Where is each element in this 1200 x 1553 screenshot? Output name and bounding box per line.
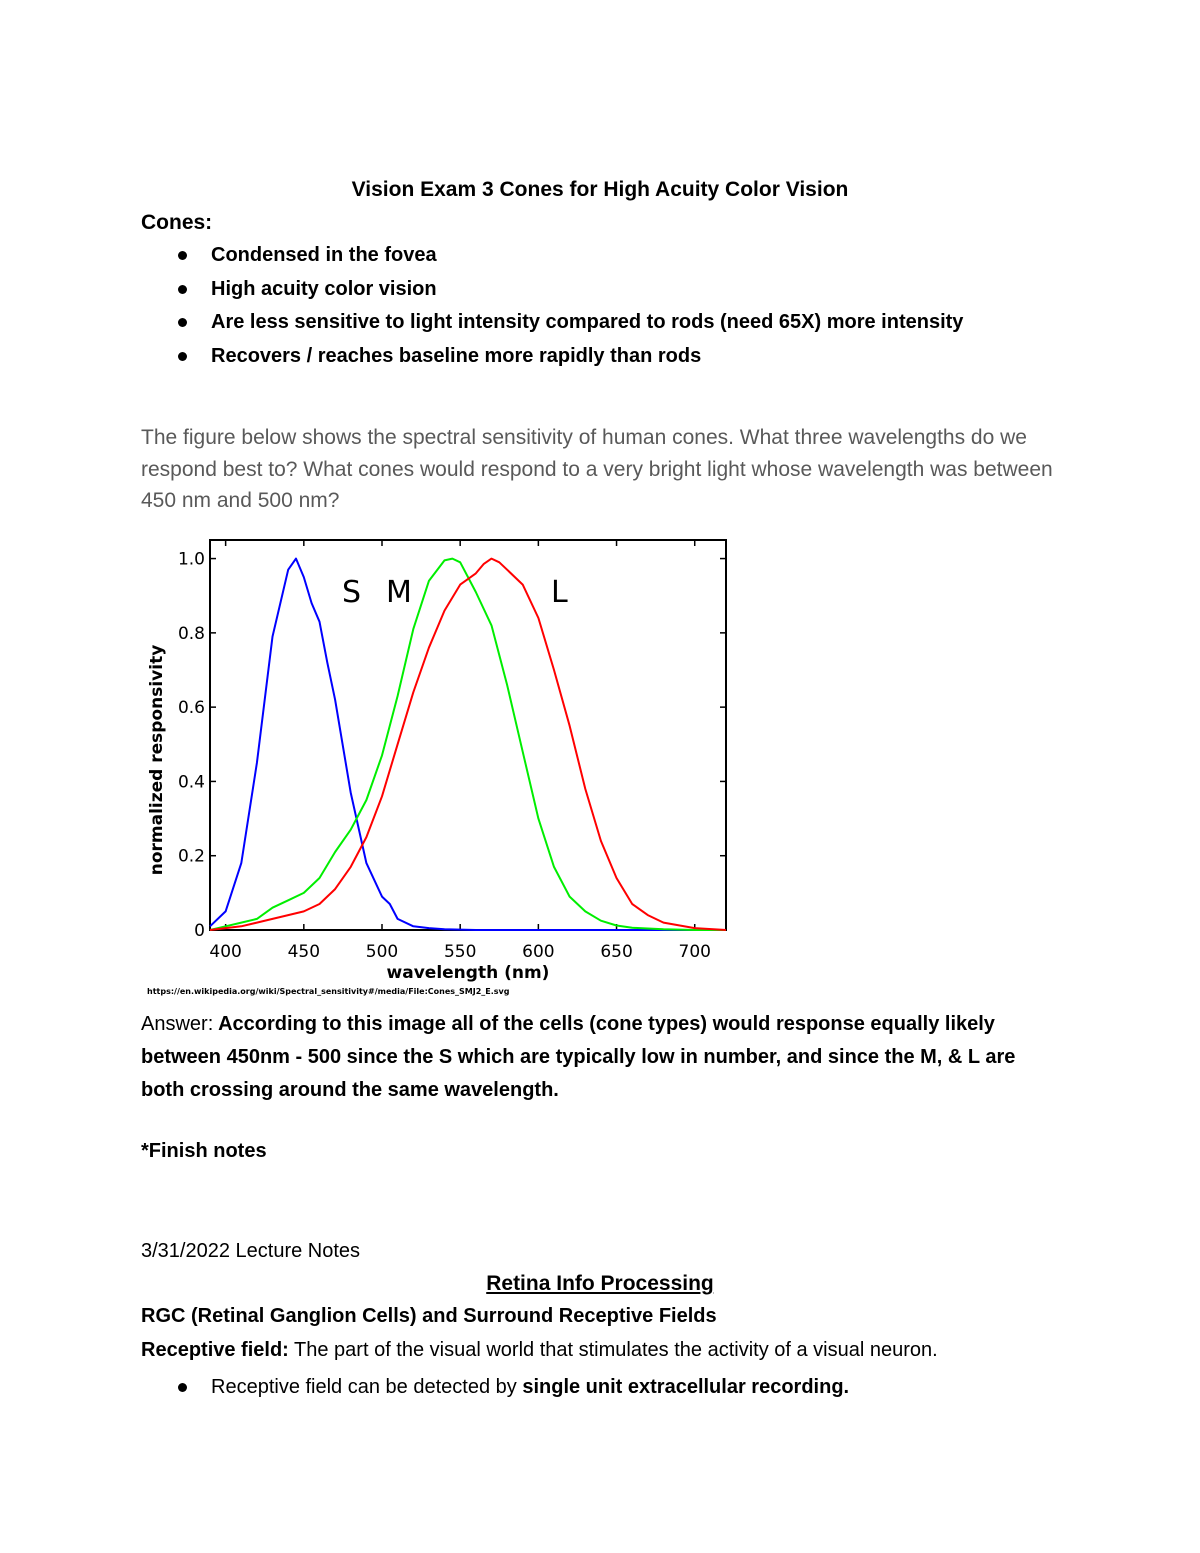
x-tick-label: 500 [365,942,399,962]
cones-heading: Cones: [141,211,213,234]
x-tick-label: 400 [209,942,242,962]
answer-paragraph [141,1008,1061,1107]
y-axis-label: normalized responsivity [147,644,167,876]
series-annotation-l: L [551,575,568,610]
finish-notes: *Finish notes [141,1140,267,1162]
list-item: High acuity color vision [141,274,963,308]
receptive-field-bullet-list [141,1372,849,1402]
receptive-field-text: The part of the visual world that stimulates the activity of a visual neuron. [294,1339,938,1361]
x-tick-label: 450 [287,942,321,962]
y-tick-label: 1.0 [177,549,205,570]
list-item: Recovers / reaches baseline more rapidly than rods [141,341,963,375]
series-line-m [210,559,726,930]
list-item: Condensed in the fovea [141,240,963,274]
answer-label: Answer: [141,1013,214,1035]
bullet-text: Receptive field can be detected by [211,1376,517,1398]
rgc-heading: RGC (Retinal Ganglion Cells) and Surround Receptive Fields [141,1305,717,1327]
document-title: Vision Exam 3 Cones for High Acuity Color Vision [351,178,849,201]
spectral-sensitivity-chart [125,538,735,1008]
figure-source-link: https://en.wikipedia.org/wiki/Spectral_sensitivity#/media/File:Cones_SMJ2_E.svg [147,987,510,996]
series-lines [210,559,726,930]
y-tick-label: 0.6 [177,698,205,719]
receptive-field-definition [141,1339,938,1362]
list-item [141,1372,849,1402]
section-title: Retina Info Processing [486,1272,714,1295]
x-tick-label: 550 [443,942,477,962]
y-tick-label: 0 [194,921,205,941]
list-item: Are less sensitive to light intensity compared to rods (need 65X) more intensity [141,307,963,341]
lecture-date: 3/31/2022 Lecture Notes [141,1240,361,1262]
receptive-field-label: Receptive field: [141,1339,289,1361]
x-tick-label: 600 [522,942,555,962]
answer-text: According to this image all of the cells (cone types) would response equally likely between 450nm - 500 since the S which are typically low in number, and since the M, & L are both crossing around the same wavelength. [141,1013,1016,1101]
cones-bullet-list [141,240,963,374]
y-tick-label: 0.8 [177,623,205,644]
x-axis-label: wavelength (nm) [386,963,550,983]
y-tick-label: 0.2 [177,846,205,867]
x-ticks [209,540,711,962]
y-tick-label: 0.4 [177,772,205,793]
x-tick-label: 700 [678,942,711,962]
series-line-s [210,559,726,930]
series-annotation-m: M [386,575,412,610]
series-annotation-s: S [342,575,362,610]
plot-frame [210,540,726,930]
y-ticks [178,550,726,941]
series-line-l [210,559,726,930]
question-text: The figure below shows the spectral sensitivity of human cones. What three wavelengths do we respond best to? What cones would respond to a very bright light whose wavelength was between 450 nm and 500 nm? [141,426,1053,512]
bullet-emphasis: single unit extracellular recording. [522,1376,850,1398]
x-tick-label: 650 [600,942,633,962]
